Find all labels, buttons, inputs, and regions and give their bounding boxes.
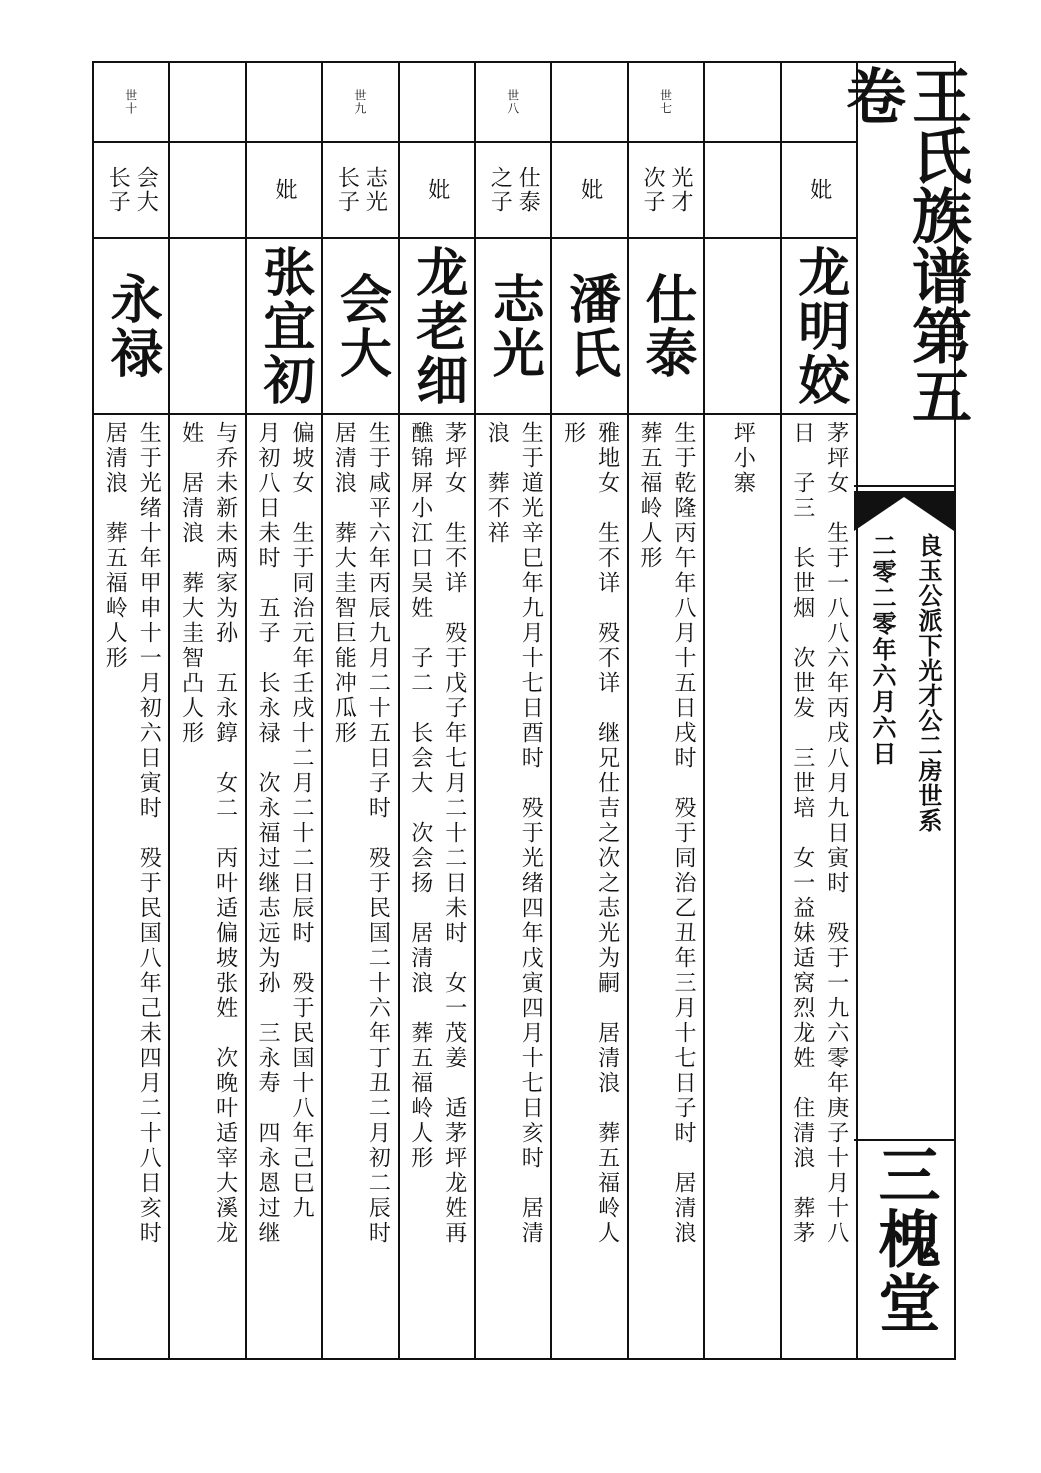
person-name: 龙老细 <box>406 245 467 407</box>
record-column <box>323 63 399 1358</box>
name-cell <box>323 239 397 413</box>
record-column <box>476 63 552 1358</box>
person-name: 志光 <box>483 272 544 380</box>
row-divider-name <box>94 413 858 415</box>
relation-label: 妣 <box>806 178 832 202</box>
generation-cell <box>94 63 168 141</box>
chevron-ornament-icon <box>854 493 954 531</box>
person-name: 潘氏 <box>559 272 620 380</box>
name-cell <box>247 239 321 413</box>
biography-text: 生于咸平六年丙辰九月二十五日子时 殁于民国二十六年丁丑二月初二辰时 居清浪 葬大圭智巨能冲瓜形 <box>331 421 391 1246</box>
name-cell <box>705 239 779 413</box>
record-column <box>629 63 705 1358</box>
biography-text: 雅地女 生不详 殁不详 继兄仕吉之次之志光为嗣 居清浪 葬五福岭人 形 <box>560 421 620 1246</box>
biography-cell <box>94 415 168 1358</box>
biography-text: 偏坡女 生于同治元年壬戌十二月二十二日辰时 殁于民国十八年己巳九 月初八日未时 五子 长永禄 次永福过继志远为孙 三永寿 四永恩过继 <box>254 421 314 1246</box>
hall-name <box>854 1143 954 1359</box>
relation-label: 志光 长子 <box>334 166 388 214</box>
biography-cell <box>170 415 244 1358</box>
biography-text: 生于道光辛巳年九月十七日酉时 殁于光绪四年戊寅四月十七日亥时 居清 浪 葬不祥 <box>484 421 544 1246</box>
branch-subtitle <box>906 533 950 1093</box>
biography-cell <box>323 415 397 1358</box>
generation-cell <box>476 63 550 141</box>
generation-label: 世七 <box>658 89 673 115</box>
record-column <box>170 63 246 1358</box>
relation-label: 仕泰 之子 <box>487 166 541 214</box>
genealogy-page <box>92 61 972 1360</box>
relation-cell <box>476 143 550 237</box>
record-column <box>247 63 323 1358</box>
row-divider-generation <box>94 141 858 143</box>
relation-cell <box>247 143 321 237</box>
book-title-text: 王氏族谱第五卷 <box>836 65 972 425</box>
generation-cell <box>552 63 626 141</box>
record-column <box>94 63 170 1358</box>
relation-cell <box>705 143 779 237</box>
biography-text: 坪小寨 <box>730 421 756 496</box>
name-cell <box>94 239 168 413</box>
generation-label: 世八 <box>505 89 520 115</box>
relation-cell <box>170 143 244 237</box>
title-band <box>854 485 954 493</box>
biography-cell <box>552 415 626 1358</box>
generation-cell <box>323 63 397 141</box>
branch-subtitle-text: 良玉公派下光才公二房世系 <box>914 533 943 833</box>
relation-label: 妣 <box>424 178 450 202</box>
biography-text: 生于光绪十年甲申十一月初六日寅时 殁于民国八年己未四月二十八日亥时 居清浪 葬五福岭人形 <box>102 421 162 1246</box>
relation-cell <box>552 143 626 237</box>
generation-label: 世十 <box>123 89 138 115</box>
person-name: 永禄 <box>101 272 162 380</box>
person-name: 仕泰 <box>635 272 696 380</box>
hall-divider <box>854 1139 954 1141</box>
biography-cell <box>247 415 321 1358</box>
relation-cell <box>629 143 703 237</box>
generation-cell <box>247 63 321 141</box>
name-cell <box>629 239 703 413</box>
relation-label: 妣 <box>271 178 297 202</box>
generation-cell <box>705 63 779 141</box>
biography-text: 茅坪女 生不详 殁于戊子年七月二十二日未时 女一茂姜 适茅坪龙姓再 醮锦屏小江口吴姓 子二 长会大 次会扬 居清浪 葬五福岭人形 <box>407 421 467 1246</box>
compile-date <box>860 533 904 1093</box>
generation-cell <box>400 63 474 141</box>
name-cell <box>170 239 244 413</box>
relation-cell <box>323 143 397 237</box>
compile-date-text: 二零二零年六月六日 <box>868 533 897 767</box>
person-name: 龙明姣 <box>788 245 849 407</box>
relation-cell <box>400 143 474 237</box>
record-column <box>400 63 476 1358</box>
record-column <box>705 63 781 1358</box>
relation-cell <box>94 143 168 237</box>
generation-label: 世九 <box>352 89 367 115</box>
biography-cell <box>705 415 779 1358</box>
book-title <box>836 63 972 483</box>
generation-cell <box>170 63 244 141</box>
name-cell <box>552 239 626 413</box>
title-panel <box>836 63 972 1358</box>
biography-text: 与乔未新未两家为孙 五永錞 女二 丙叶适偏坡张姓 次晚叶适宰大溪龙 姓 居清浪 葬大圭智凸人形 <box>178 421 238 1246</box>
relation-label: 妣 <box>577 178 603 202</box>
name-cell <box>476 239 550 413</box>
biography-text: 生于乾隆丙午年八月十五日戌时 殁于同治乙丑年三月十七日子时 居清浪 葬五福岭人形 <box>636 421 696 1246</box>
name-cell <box>400 239 474 413</box>
row-divider-relation <box>94 237 858 239</box>
relation-label: 会大 长子 <box>105 166 159 214</box>
biography-cell <box>476 415 550 1358</box>
biography-text: 茅坪女 生于一八八六年丙戌八月九日寅时 殁于一九六零年庚子十月十八 日 子三 长世烟 次世发 三世培 女一益妹适窝烈龙姓 住清浪 葬茅 <box>789 421 849 1246</box>
generation-cell <box>629 63 703 141</box>
record-column <box>552 63 628 1358</box>
biography-cell <box>782 415 856 1358</box>
person-name: 张宜初 <box>253 245 314 407</box>
relation-label: 光才 次子 <box>639 166 693 214</box>
person-name: 会大 <box>330 272 391 380</box>
biography-cell <box>629 415 703 1358</box>
biography-cell <box>400 415 474 1358</box>
hall-name-text: 三槐堂 <box>868 1143 941 1335</box>
